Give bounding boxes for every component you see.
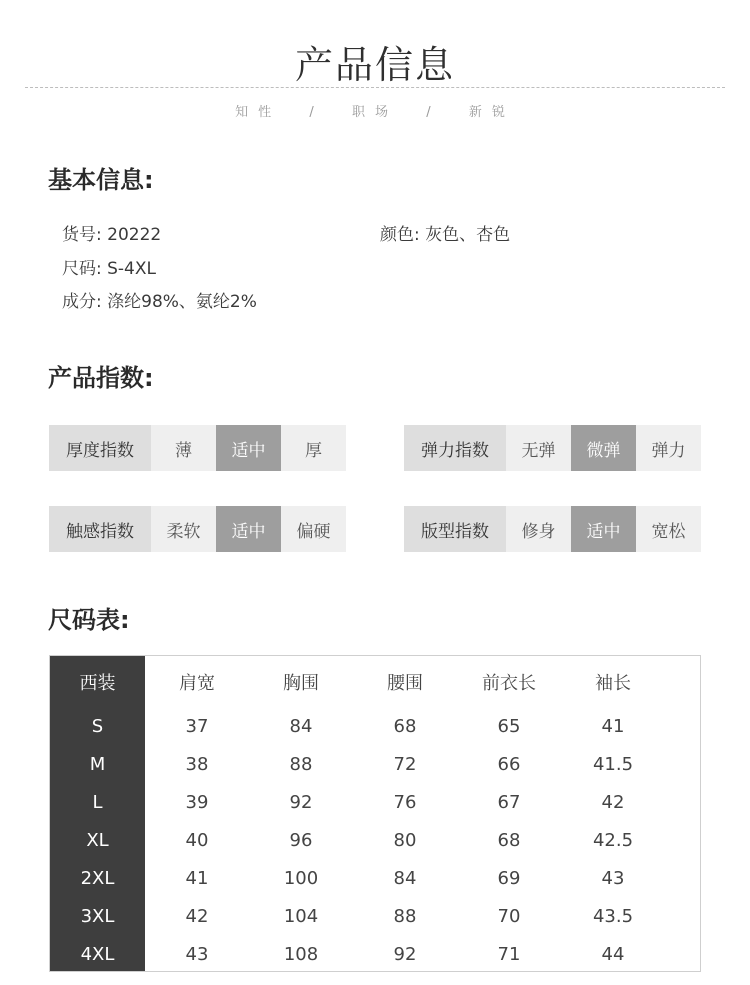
table-header-row [145, 656, 700, 707]
size-label: S [91, 715, 104, 737]
table-cell: 71 [497, 943, 521, 965]
basic-info-heading: 基本信息: [48, 166, 154, 194]
table-cell: 80 [393, 829, 417, 851]
column-header: 袖长 [595, 672, 631, 694]
table-cell: 43 [185, 943, 209, 965]
table-cell: 88 [393, 905, 417, 927]
table-cell: 40 [185, 829, 209, 851]
column-header: 胸围 [283, 672, 319, 694]
index-label: 触感指数 [49, 506, 151, 552]
page-title: 产品信息 [294, 43, 455, 87]
table-cell: 42.5 [592, 829, 634, 851]
table-cell: 84 [393, 867, 417, 889]
material-info: 成分: 涤纶98%、氨纶2% [62, 292, 257, 312]
column-header: 肩宽 [179, 672, 215, 694]
table-cell: 38 [185, 753, 209, 775]
table-cell: 84 [289, 715, 313, 737]
table-cell: 65 [497, 715, 521, 737]
size-label: 2XL [80, 867, 115, 889]
table-cell: 96 [289, 829, 313, 851]
table-cell: 41 [185, 867, 209, 889]
table-cell: 41 [601, 715, 625, 737]
size-chart-table [49, 655, 701, 972]
table-row [145, 783, 700, 821]
table-cell: 66 [497, 753, 521, 775]
index-label: 厚度指数 [49, 425, 151, 471]
table-cell: 88 [289, 753, 313, 775]
table-cell: 72 [393, 753, 417, 775]
table-cell: 42 [185, 905, 209, 927]
item-number: 货号: 20222 [62, 225, 162, 245]
table-cell: 70 [497, 905, 521, 927]
index-option: 修身 [506, 506, 571, 552]
size-chart-heading: 尺码表: [48, 606, 130, 634]
fit-index-row [404, 506, 701, 552]
size-label: 3XL [80, 905, 115, 927]
index-option: 厚 [281, 425, 346, 471]
table-row [145, 821, 700, 859]
size-label: M [89, 753, 106, 775]
elasticity-index-row [404, 425, 701, 471]
table-row [145, 935, 700, 973]
index-option: 适中 [216, 425, 281, 471]
table-cell: 68 [393, 715, 417, 737]
size-column [50, 656, 145, 971]
index-option: 柔软 [151, 506, 216, 552]
table-cell: 37 [185, 715, 209, 737]
table-cell: 108 [283, 943, 319, 965]
table-cell: 43.5 [592, 905, 634, 927]
table-cell: 44 [601, 943, 625, 965]
index-option: 适中 [571, 506, 636, 552]
column-header: 腰围 [387, 672, 423, 694]
index-option: 偏硬 [281, 506, 346, 552]
table-cell: 39 [185, 791, 209, 813]
size-label: L [92, 791, 103, 813]
size-label: XL [86, 829, 109, 851]
table-cell: 92 [289, 791, 313, 813]
table-cell: 76 [393, 791, 417, 813]
table-row [145, 707, 700, 745]
index-label: 弹力指数 [404, 425, 506, 471]
measurement-columns [145, 656, 700, 971]
table-cell: 100 [283, 867, 319, 889]
index-option: 微弹 [571, 425, 636, 471]
index-option: 无弹 [506, 425, 571, 471]
index-option: 薄 [151, 425, 216, 471]
table-cell: 43 [601, 867, 625, 889]
size-label: 4XL [80, 943, 115, 965]
table-cell: 42 [601, 791, 625, 813]
size-range: 尺码: S-4XL [62, 259, 156, 279]
index-option: 适中 [216, 506, 281, 552]
table-cell: 92 [393, 943, 417, 965]
size-corner-header: 西装 [79, 672, 116, 694]
index-option: 弹力 [636, 425, 701, 471]
touch-index-row [49, 506, 346, 552]
table-cell: 41.5 [592, 753, 634, 775]
page-subtitle: 知性 / 职场 / 新锐 [235, 105, 515, 120]
table-cell: 104 [283, 905, 319, 927]
table-row [145, 745, 700, 783]
table-row [145, 859, 700, 897]
thickness-index-row [49, 425, 346, 471]
product-index-heading: 产品指数: [48, 364, 154, 392]
table-cell: 69 [497, 867, 521, 889]
table-cell: 67 [497, 791, 521, 813]
index-option: 宽松 [636, 506, 701, 552]
color-info: 颜色: 灰色、杏色 [380, 225, 511, 245]
column-header: 前衣长 [482, 672, 536, 694]
dashed-divider [25, 87, 725, 88]
index-label: 版型指数 [404, 506, 506, 552]
table-cell: 68 [497, 829, 521, 851]
table-row [145, 897, 700, 935]
